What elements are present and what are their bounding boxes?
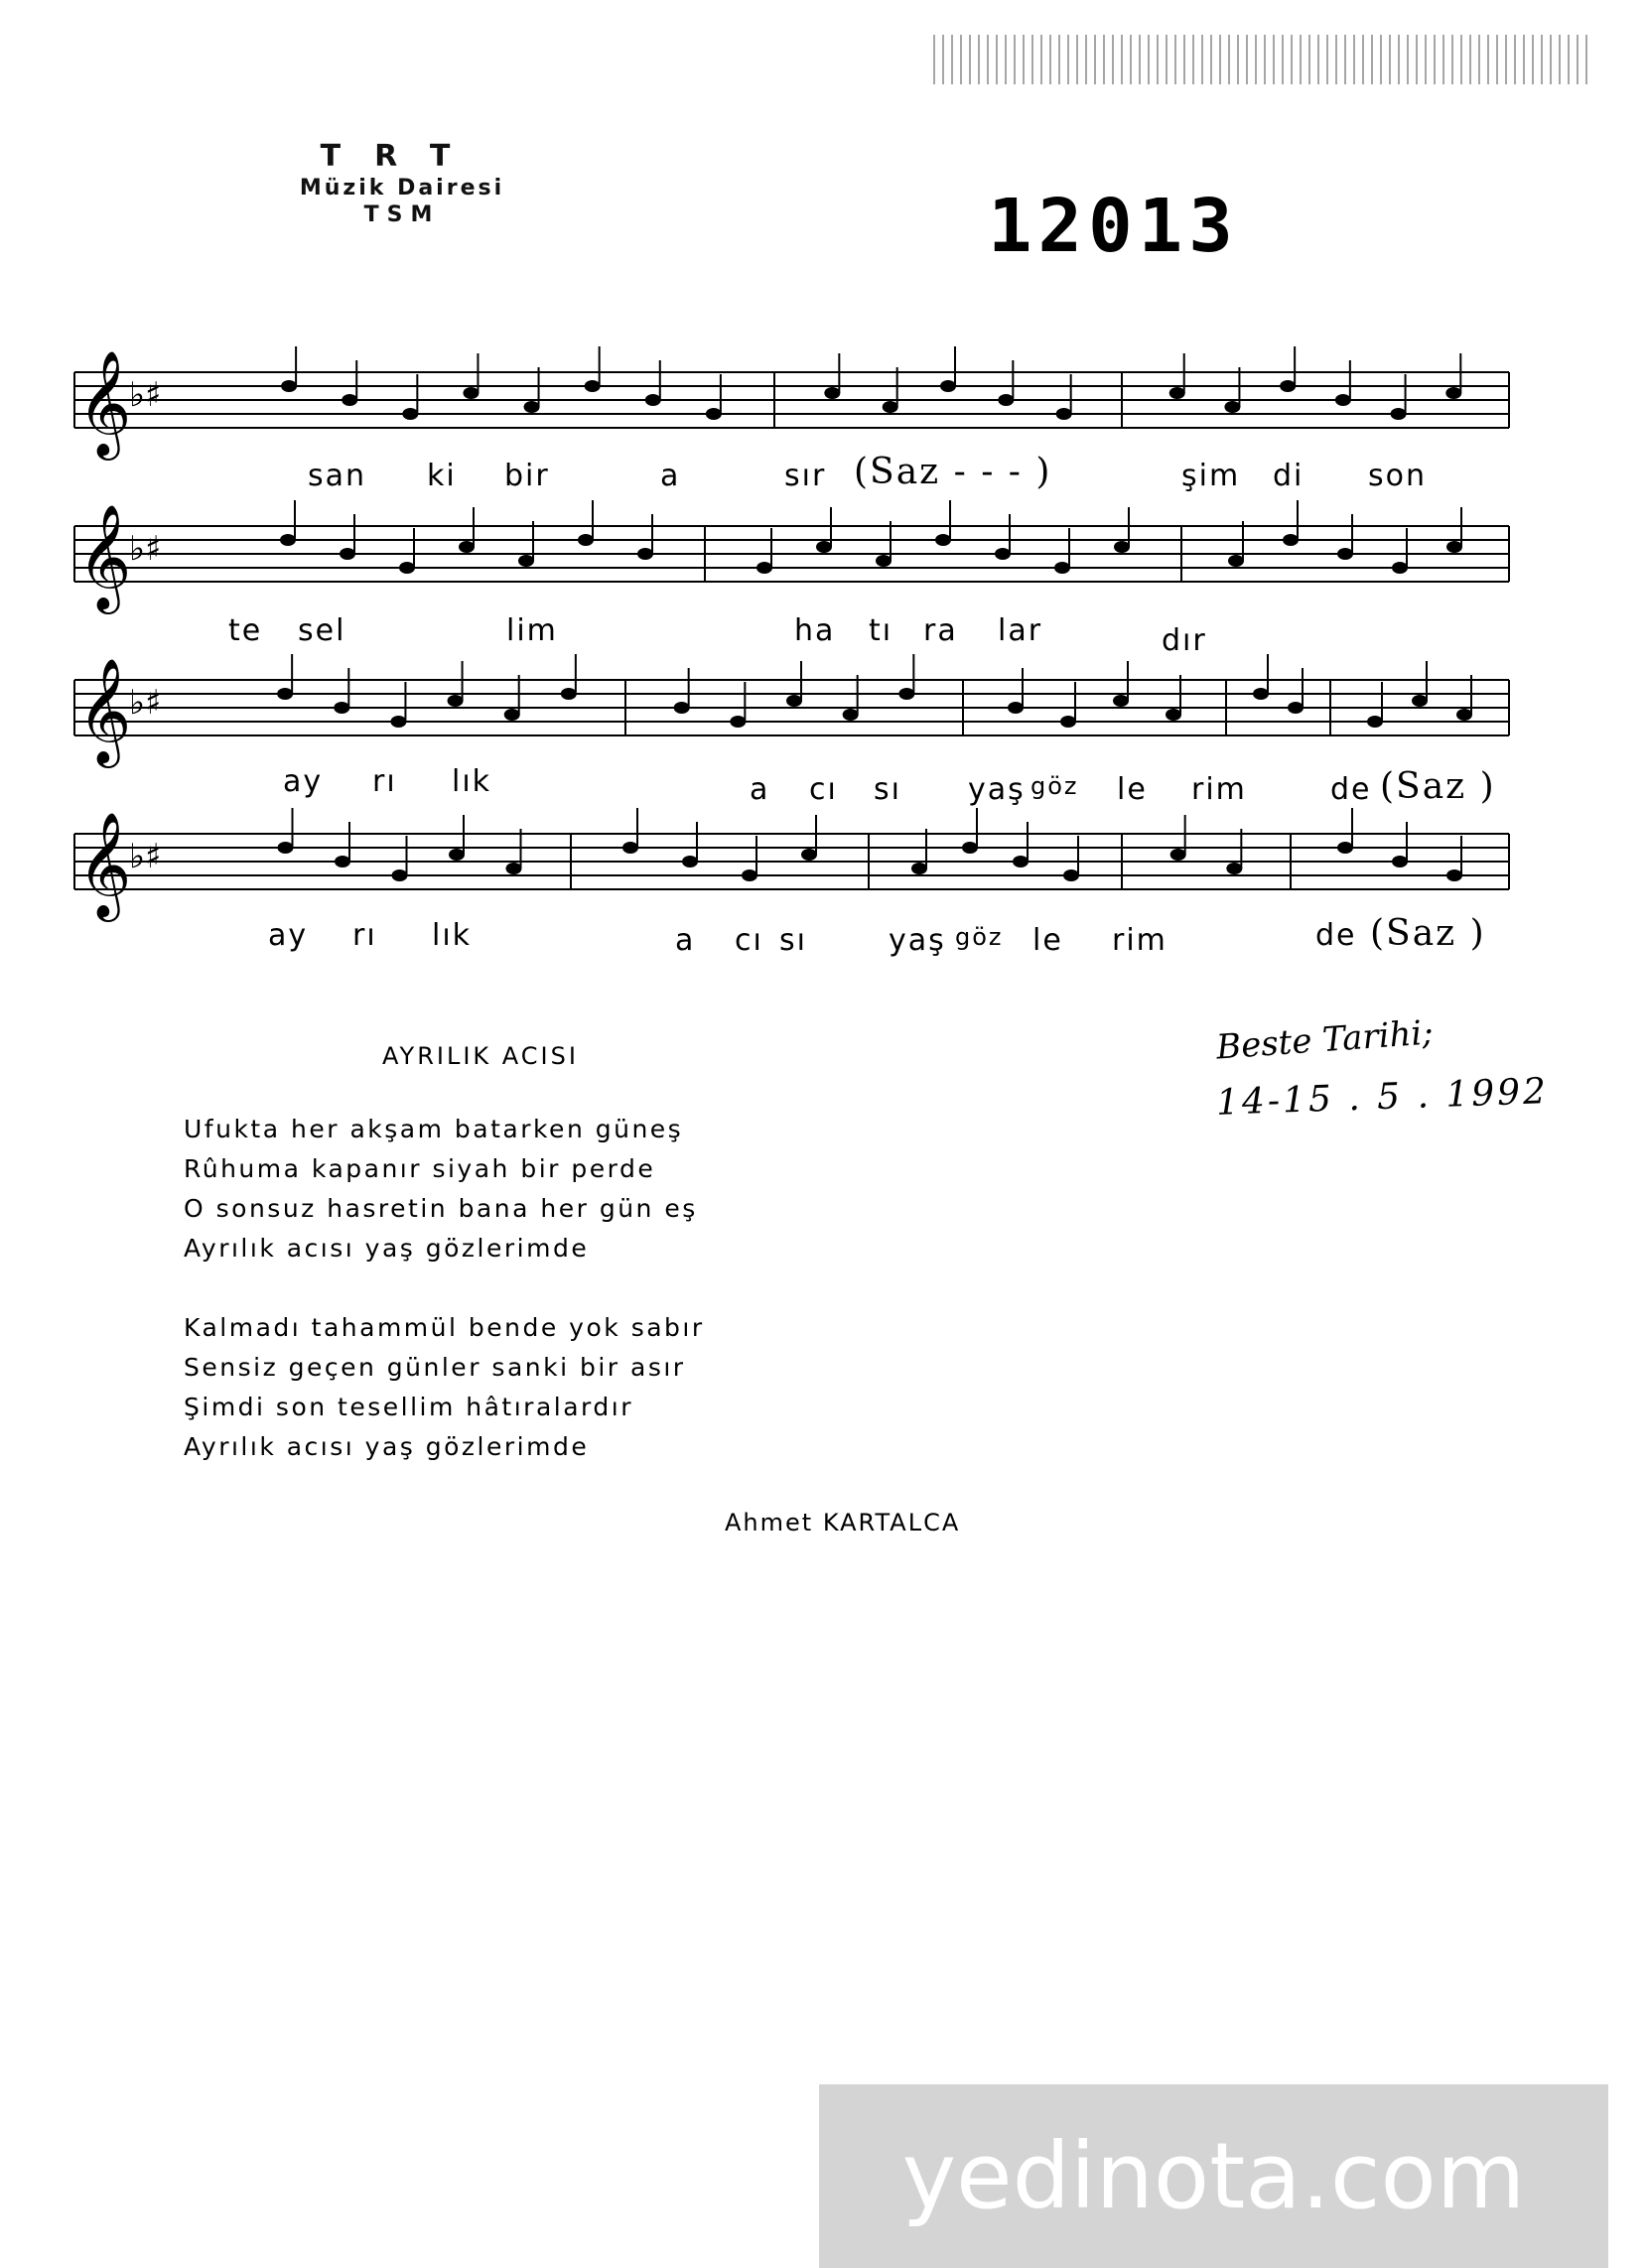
notehead (622, 842, 638, 854)
lyric: lık (452, 764, 492, 799)
notehead (1446, 869, 1462, 881)
document-number: 12013 (988, 184, 1239, 269)
notehead (1283, 534, 1299, 546)
poem-line: Sensiz geçen günler sanki bir asır (184, 1353, 686, 1382)
lyric: sel (298, 613, 346, 648)
lyric: son (1368, 459, 1427, 493)
notehead (1226, 863, 1242, 874)
notehead (1337, 548, 1353, 560)
notehead (1446, 541, 1462, 553)
notehead (1114, 541, 1130, 553)
lyric: le (1032, 923, 1063, 958)
poem-lyrics (184, 1110, 705, 1507)
notehead (1367, 716, 1383, 728)
notehead (883, 401, 898, 413)
lyric: te (228, 613, 263, 648)
poem-line: Ayrılık acısı yaş gözlerimde (184, 1234, 590, 1263)
lyric: göz (955, 923, 1004, 951)
notehead (585, 380, 601, 392)
lyric: le (1117, 772, 1148, 807)
notehead (824, 387, 840, 399)
notehead (1337, 842, 1353, 854)
notehead (1054, 562, 1070, 574)
composition-date-label: Beste Tarihi; (1214, 1012, 1435, 1068)
poem-line: Ayrılık acısı yaş gözlerimde (184, 1432, 590, 1461)
lyric: san (308, 459, 367, 493)
notehead (278, 842, 294, 854)
lyric: cı (809, 772, 838, 807)
lyric: lar (998, 613, 1043, 648)
stamp-line-1: TRT (320, 139, 484, 174)
lyric: göz (1030, 772, 1079, 800)
lyric: rı (372, 764, 397, 799)
key-signature-icon: ♭♯ (129, 529, 162, 569)
notehead (674, 702, 690, 714)
notehead (682, 856, 698, 867)
notehead (459, 541, 475, 553)
notehead (399, 562, 415, 574)
notehead (940, 380, 956, 392)
notehead (911, 863, 927, 874)
notehead (1445, 387, 1461, 399)
treble-clef-icon: 𝄞 (77, 349, 132, 456)
lyric: a (675, 923, 696, 958)
stanza-1 (184, 1110, 705, 1268)
notehead (935, 534, 951, 546)
lyric: (Saz - - - ) (854, 452, 1052, 492)
notehead (277, 688, 293, 700)
notehead (334, 702, 349, 714)
lyric: rı (352, 918, 377, 953)
notehead (449, 849, 465, 861)
lyric: de (1315, 918, 1357, 953)
lyric: yaş (889, 923, 946, 958)
composition-date-value: 14-15 . 5 . 1992 (1215, 1071, 1550, 1124)
poem-line: Kalmadı tahammül bende yok sabır (184, 1313, 705, 1342)
notehead (578, 534, 594, 546)
notehead (898, 688, 914, 700)
notehead (645, 394, 661, 406)
notehead (506, 863, 522, 874)
stamp-line-2: Müzik Dairesi (299, 176, 505, 200)
notehead (1056, 408, 1072, 420)
notehead (756, 562, 772, 574)
notehead (1391, 408, 1407, 420)
notehead (561, 688, 577, 700)
lyric: lim (506, 613, 558, 648)
notehead (742, 869, 757, 881)
notehead (402, 408, 418, 420)
lyric: yaş (968, 772, 1026, 807)
lyric: (Saz ) (1370, 913, 1486, 954)
lyric: şim (1181, 459, 1241, 493)
notehead (1113, 695, 1129, 707)
notehead (504, 709, 520, 721)
poem-line: O sonsuz hasretin bana her gün eş (184, 1194, 698, 1223)
notehead (1166, 709, 1181, 721)
notehead (876, 555, 892, 567)
notehead (1412, 695, 1428, 707)
key-signature-icon: ♭♯ (129, 837, 162, 876)
poem-line: Ufukta her akşam batarken güneş (184, 1115, 684, 1143)
poem-line: Rûhuma kapanır siyah bir perde (184, 1154, 656, 1183)
notehead (637, 548, 653, 560)
notehead (1228, 555, 1244, 567)
key-signature-icon: ♭♯ (129, 375, 162, 415)
lyric: ay (268, 918, 309, 953)
lyric: rim (1112, 923, 1167, 958)
notehead (816, 541, 832, 553)
notehead (801, 849, 817, 861)
notehead (998, 394, 1014, 406)
lyric: lık (432, 918, 473, 953)
notehead (843, 709, 859, 721)
notehead (786, 695, 802, 707)
lyric: di (1273, 459, 1305, 493)
treble-clef-icon: 𝄞 (77, 657, 132, 763)
notehead (518, 555, 534, 567)
notehead (392, 869, 408, 881)
lyric: de (1330, 772, 1372, 807)
notehead (390, 716, 406, 728)
notehead (962, 842, 978, 854)
watermark: yedinota.com (819, 2084, 1608, 2268)
notehead (1008, 702, 1024, 714)
lyric: dır (1162, 623, 1207, 658)
notehead (1288, 702, 1304, 714)
lyric: (Saz ) (1380, 766, 1496, 807)
treble-clef-icon: 𝄞 (77, 811, 132, 917)
stamp-line-3: TSM (363, 202, 441, 227)
notehead (1013, 856, 1029, 867)
notehead (342, 394, 357, 406)
song-title: AYRILIK ACISI (382, 1042, 579, 1070)
author-name: Ahmet KARTALCA (725, 1509, 961, 1536)
lyric: ay (283, 764, 324, 799)
notehead (1170, 849, 1186, 861)
lyric: sı (874, 772, 901, 807)
music-score (0, 0, 1648, 993)
notehead (340, 548, 355, 560)
lyric: tı (869, 613, 893, 648)
poem-line: Şimdi son tesellim hâtıralardır (184, 1393, 633, 1421)
notehead (448, 695, 464, 707)
treble-clef-icon: 𝄞 (77, 503, 132, 609)
lyric: a (750, 772, 770, 807)
lyric: ha (794, 613, 836, 648)
notehead (280, 534, 296, 546)
notehead (1169, 387, 1185, 399)
notehead (281, 380, 297, 392)
notehead (463, 387, 479, 399)
key-signature-icon: ♭♯ (129, 683, 162, 723)
stanza-2 (184, 1308, 705, 1467)
notehead (995, 548, 1011, 560)
notehead (524, 401, 540, 413)
notehead (1253, 688, 1269, 700)
lyric: ki (427, 459, 457, 493)
notehead (1060, 716, 1076, 728)
lyric: cı (735, 923, 763, 958)
notehead (1224, 401, 1240, 413)
lyric: a (660, 459, 681, 493)
notehead (1392, 562, 1408, 574)
notehead (335, 856, 350, 867)
notehead (730, 716, 746, 728)
notehead (1392, 856, 1408, 867)
lyric: bir (504, 459, 550, 493)
lyric: sır (784, 459, 827, 493)
notehead (1063, 869, 1079, 881)
notehead (706, 408, 722, 420)
lyric: sı (779, 923, 807, 958)
lyric: ra (923, 613, 958, 648)
notehead (1280, 380, 1296, 392)
notehead (1335, 394, 1351, 406)
lyric: rim (1191, 772, 1247, 807)
notehead (1456, 709, 1472, 721)
